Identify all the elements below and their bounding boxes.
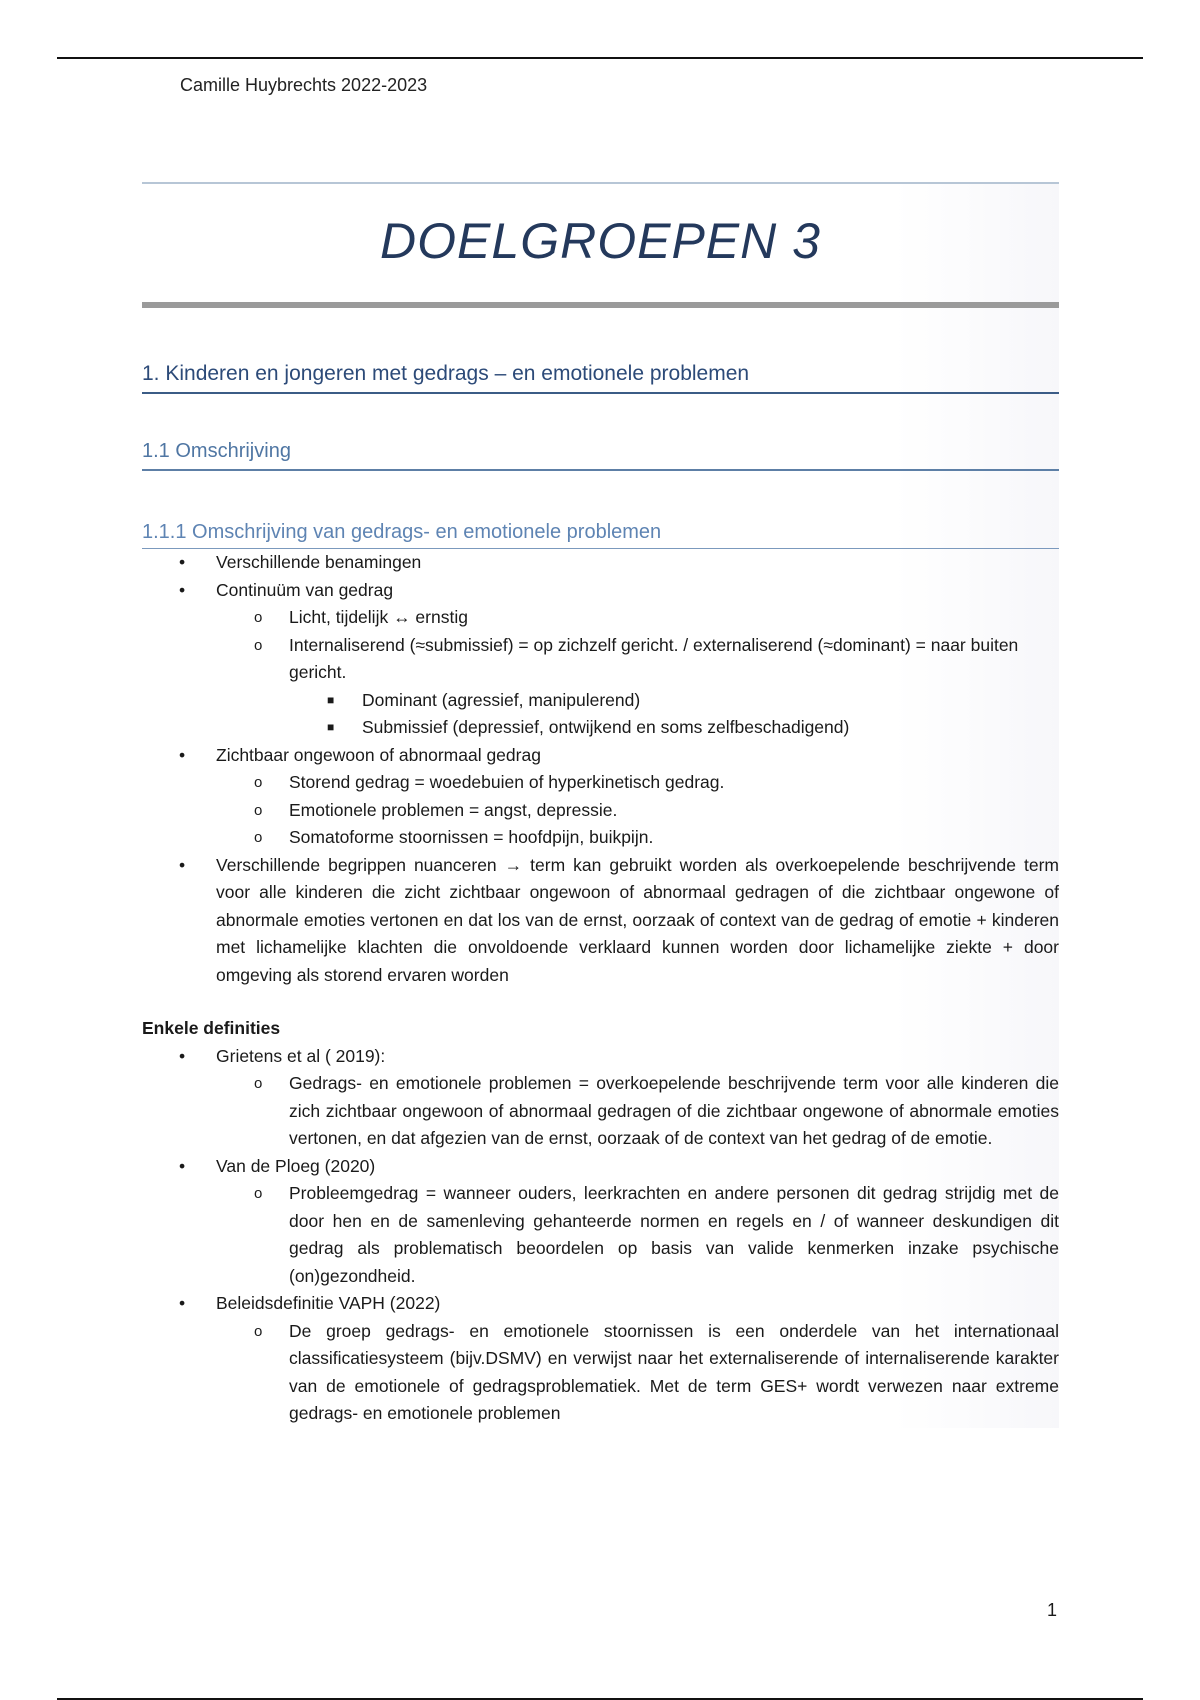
- definition-text: Gedrags- en emotionele problemen = overkoepelende beschrijvende term voor alle kinderen die zich zichtbaar ongewoon of abnormaal gedragen of die zichtbaar ongewone of abnormale emoties vertonen, en dat afgezien van de ernst, oorzaak of de context van het gedrag of de emotie.: [289, 1073, 1059, 1148]
- heading-2: 1.1 Omschrijving: [142, 440, 1059, 471]
- page-number: 1: [1046, 1600, 1057, 1620]
- sub-list-item: [216, 604, 1059, 632]
- list-item-text: Zichtbaar ongewoon of abnormaal gedrag: [216, 744, 541, 765]
- sub-list-item-text: Emotionele problemen = angst, depressie.: [289, 799, 618, 820]
- sub-list-item-text: Storend gedrag = woedebuien of hyperkinetisch gedrag.: [289, 772, 725, 792]
- bullet-icon: •: [179, 854, 186, 875]
- definition-text: De groep gedrags- en emotionele stoornissen is een onderdele van het internationaal classificatiesysteem (bijv.DSMV) en verwijst naar het externaliserende of internaliserende karakter van de emotionele of gedragsproblematiek. Met de term GES+ wordt verwezen naar extreme gedrags- en emotionele problemen: [289, 1320, 1059, 1423]
- top-rule: [57, 57, 1143, 59]
- sub-sub-list-item: [289, 714, 1059, 742]
- list-item-text: Verschillende begrippen nuanceren → term kan gebruikt worden als overkoepelende beschrijvende term voor alle kinderen die zicht zichtbaar ongewoon of abnormaal gedragen of die zichtbaar ongewone of abnormale emoties vertonen en dat los van de ernst, oorzaak of context van de gedrag of emotie + kinderen met lichamelijke klachten die onvoldoende verklaard kunnen worden door lichamelijke ziekte + door omgeving als storend ervaren worden: [216, 854, 1059, 985]
- sub-list: [216, 1180, 1059, 1290]
- bullet-list-main: [142, 549, 1059, 989]
- square-bullet-icon: ■: [327, 720, 335, 734]
- sub-sub-list: [289, 687, 1059, 742]
- sub-sub-list-item-text: Dominant (agressief, manipulerend): [362, 689, 641, 710]
- sub-list-item: [216, 1318, 1059, 1428]
- list-item-text: Continuüm van gedrag: [216, 579, 394, 600]
- circle-bullet-icon: o: [254, 829, 263, 846]
- sub-list: [216, 1070, 1059, 1153]
- definition-item: [142, 1290, 1059, 1428]
- circle-bullet-icon: o: [254, 636, 263, 654]
- bullet-icon: •: [179, 579, 186, 600]
- definition-item: [142, 1153, 1059, 1291]
- title-rule-bottom: [142, 302, 1059, 308]
- circle-bullet-icon: o: [254, 801, 263, 819]
- circle-bullet-icon: o: [254, 609, 263, 626]
- list-item: [142, 577, 1059, 742]
- title-rule-top: [142, 182, 1059, 184]
- document-title: DOELGROEPEN 3: [380, 213, 821, 269]
- circle-bullet-icon: o: [254, 774, 263, 791]
- definition-source: Grietens et al ( 2019):: [216, 1045, 386, 1066]
- heading-3: 1.1.1 Omschrijving van gedrags- en emotionele problemen: [142, 521, 1059, 549]
- bullet-icon: •: [179, 552, 186, 572]
- sub-list: [216, 1318, 1059, 1428]
- sub-list: [216, 769, 1059, 852]
- definition-source: Beleidsdefinitie VAPH (2022): [216, 1293, 441, 1313]
- definitions-heading: Enkele definities: [142, 1018, 281, 1038]
- list-item: [142, 549, 1059, 577]
- page-header: Camille Huybrechts 2022-2023: [180, 75, 428, 95]
- bullet-icon: •: [179, 1293, 186, 1313]
- sub-list-item: [216, 769, 1059, 797]
- bullet-icon: •: [179, 744, 186, 765]
- sub-list: [216, 604, 1059, 742]
- page-content: [142, 182, 1059, 1428]
- heading-1: 1. Kinderen en jongeren met gedrags – en emotionele problemen: [142, 362, 1059, 394]
- bullet-icon: •: [179, 1045, 186, 1066]
- sub-list-item: [216, 1180, 1059, 1290]
- circle-bullet-icon: o: [254, 1075, 263, 1092]
- definition-source: Van de Ploeg (2020): [216, 1155, 376, 1176]
- list-item: [142, 742, 1059, 852]
- square-bullet-icon: ■: [327, 692, 335, 707]
- sub-list-item: [216, 632, 1059, 742]
- sub-list-item-text: Somatoforme stoornissen = hoofdpijn, buikpijn.: [289, 827, 654, 847]
- circle-bullet-icon: o: [254, 1185, 263, 1202]
- list-item: [142, 852, 1059, 990]
- sub-list-item-text: Licht, tijdelijk ↔ ernstig: [289, 607, 468, 627]
- sub-list-item: [216, 824, 1059, 852]
- definition-item: [142, 1043, 1059, 1153]
- sub-sub-list-item-text: Submissief (depressief, ontwijkend en soms zelfbeschadigend): [362, 717, 850, 737]
- definition-text: Probleemgedrag = wanneer ouders, leerkrachten en andere personen dit gedrag strijdig met de door hen en de samenleving gehanteerde normen en regels en / of wanneer deskundigen dit gedrag als problematisch beoordelen op basis van valide kenmerken inzake psychische (on)gezondheid.: [289, 1183, 1059, 1286]
- bullet-icon: •: [179, 1155, 186, 1176]
- sub-list-item: [216, 1070, 1059, 1153]
- circle-bullet-icon: o: [254, 1322, 263, 1340]
- list-item-text: Verschillende benamingen: [216, 552, 422, 572]
- definitions-list: [142, 1043, 1059, 1428]
- sub-list-item-text: Internaliserend (≈submissief) = op zichzelf gericht. / externaliserend (≈dominant) = naar buiten gericht.: [289, 634, 1019, 682]
- sub-list-item: [216, 797, 1059, 825]
- sub-sub-list-item: [289, 687, 1059, 715]
